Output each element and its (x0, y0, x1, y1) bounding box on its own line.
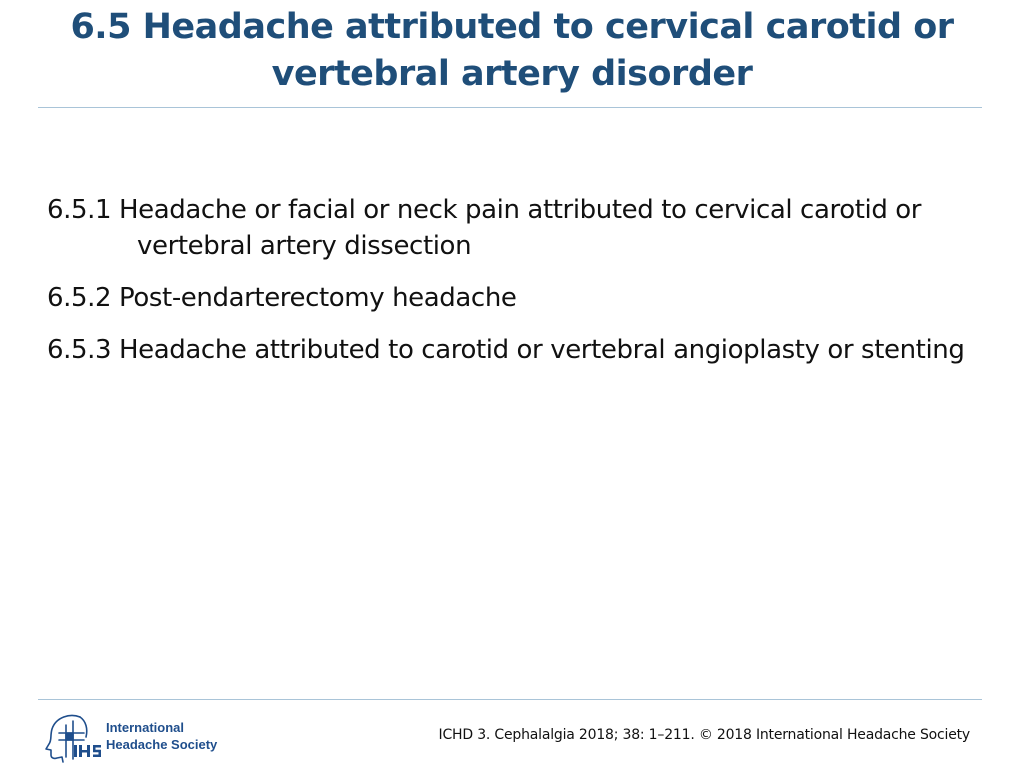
logo-text (106, 719, 217, 753)
ihs-logo (40, 708, 230, 764)
citation: ICHD 3. Cephalalgia 2018; 38: 1–211. © 2018 International Headache Society (438, 727, 970, 743)
list-item-6-5-2: 6.5.2 Post-endarterectomy headache (47, 283, 517, 313)
slide-title: 6.5 Headache attributed to cervical carotid or vertebral artery disorder (70, 7, 954, 94)
list-item-6-5-3: 6.5.3 Headache attributed to carotid or vertebral angioplasty or stenting (47, 335, 965, 365)
logo-text-line1: International (106, 720, 185, 735)
content-list (47, 192, 1007, 384)
list-item-6-5-1: 6.5.1 Headache or facial or neck pain attributed to cervical carotid or vertebral artery dissection (47, 195, 922, 261)
footer-divider (38, 699, 982, 700)
title-divider (38, 107, 982, 108)
logo-text-line2: Headache Society (106, 737, 218, 752)
ihs-head-profile-logo-icon (40, 709, 104, 763)
